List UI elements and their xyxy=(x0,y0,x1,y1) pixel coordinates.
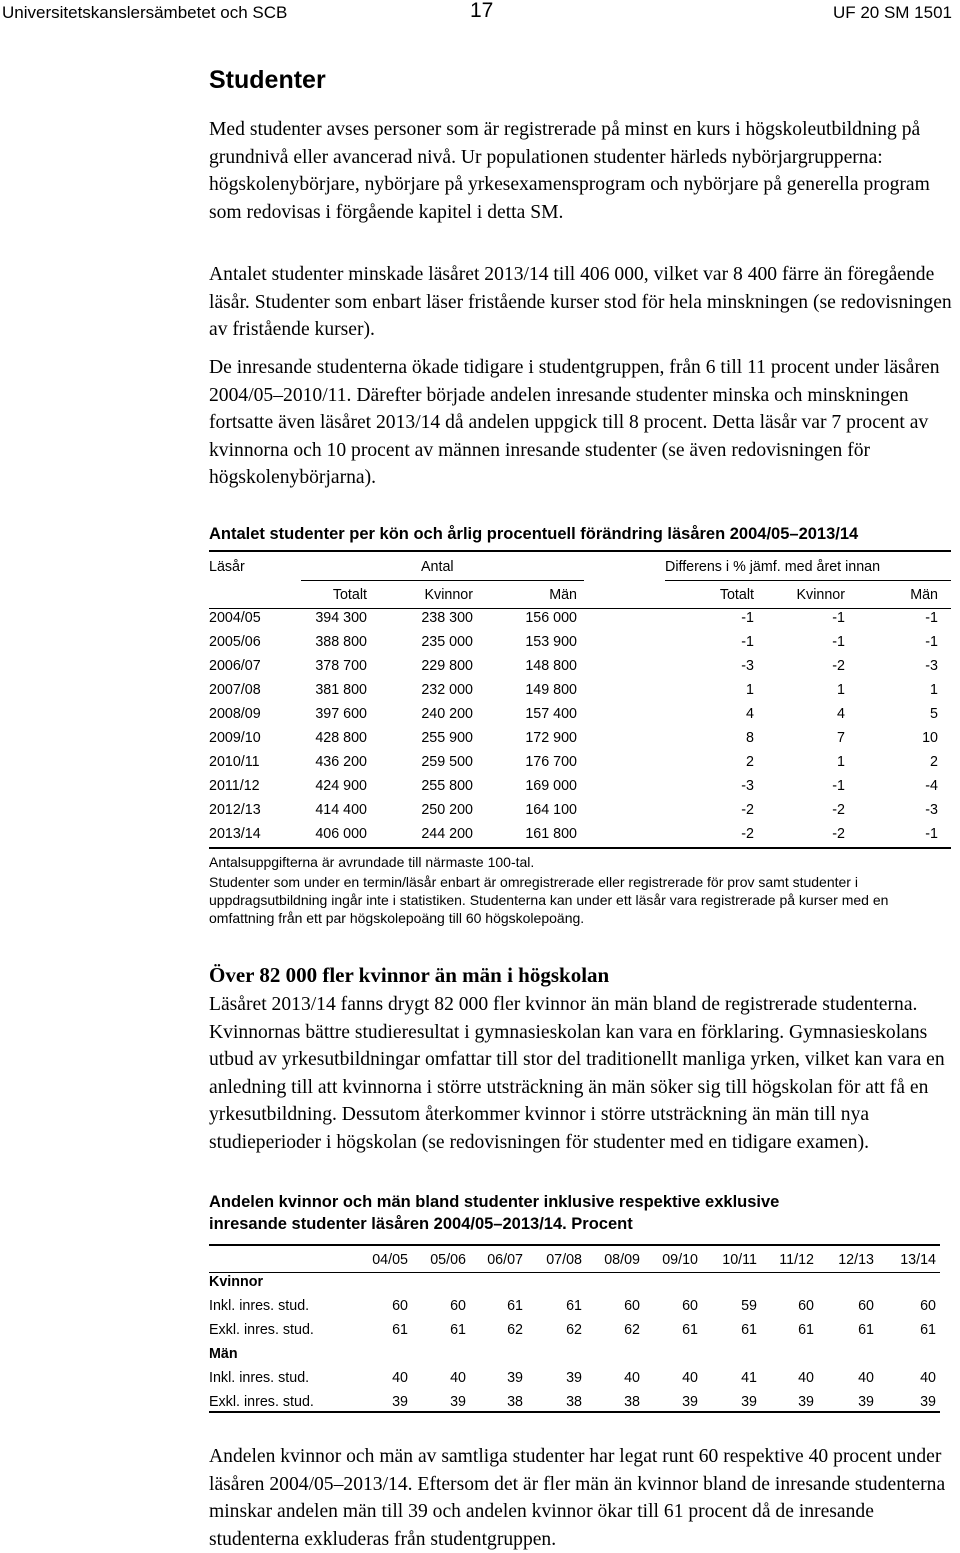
table-cell: 40 xyxy=(798,1370,814,1386)
row-year: 2007/08 xyxy=(209,682,261,698)
table-cell: 39 xyxy=(798,1394,814,1410)
table-cell: -1 xyxy=(925,610,938,626)
table-row xyxy=(209,706,951,726)
col-header-diff: Differens i % jämf. med året innan xyxy=(665,559,881,575)
table-cell: 40 xyxy=(858,1370,874,1386)
table-cell: 164 100 xyxy=(525,802,577,818)
table-cell: 2 xyxy=(746,754,754,770)
table1-bottom-rule xyxy=(209,847,951,849)
table-cell: 1 xyxy=(746,682,754,698)
table2-header-rule xyxy=(209,1272,940,1273)
table-cell: 39 xyxy=(920,1394,936,1410)
table-cell: 148 800 xyxy=(525,658,577,674)
closing-paragraph: Andelen kvinnor och män av samtliga studenter har legat runt 60 respektive 40 procent under läsåren 2004/05–2013/14. Eftersom det är fler män än kvinnor bland de inresande studenterna minskar andelen män till 39 och andelen kvinnor ökar till 61 procent då de inresande studenterna exkluderas från studentgruppen. xyxy=(209,1446,946,1550)
col-header-0: Totalt xyxy=(332,587,367,603)
table-cell: 61 xyxy=(858,1322,874,1338)
table-cell: 436 200 xyxy=(315,754,367,770)
col-header-year-7: 11/12 xyxy=(779,1252,814,1268)
table-cell: 38 xyxy=(566,1394,582,1410)
table-cell: 39 xyxy=(392,1394,408,1410)
row-year: 2011/12 xyxy=(209,778,260,794)
table1-note-rounding: Antalsuppgifterna är avrundade till närmaste 100-tal. xyxy=(209,854,535,870)
table-cell: 1 xyxy=(837,682,845,698)
table-cell: 153 900 xyxy=(525,634,577,650)
table2-caption-line2: inresande studenter läsåren 2004/05–2013/14. Procent xyxy=(209,1215,633,1233)
gender-share-table xyxy=(209,1244,940,1414)
table-cell: 62 xyxy=(624,1322,640,1338)
section2-paragraph: Läsåret 2013/14 fanns drygt 82 000 fler kvinnor än män bland de registrerade studenterna. Kvinnornas bättre studieresultat i gymnasieskolan kan vara en förklaring. Gymnasieskolans utbud av yrkesutbildningar omfattar till stor del traditionellt manliga yrken, vilket kan vara en anledning till att kvinnorna i större utsträckning än män söker sig till högskolan för att få en yrkesutbildning. Dessutom återkommer kvinnor i större utsträckning än män till nya studieperioder i högskolan (se redovisningen för studenter med en tidigare examen). xyxy=(209,994,945,1153)
table-cell: 60 xyxy=(450,1298,466,1314)
row-label: Inkl. inres. stud. xyxy=(209,1370,310,1386)
table-cell: 424 900 xyxy=(315,778,367,794)
table-row xyxy=(209,754,951,774)
col-header-5: Män xyxy=(910,587,938,603)
table-cell: 428 800 xyxy=(315,730,367,746)
group-label: Män xyxy=(209,1346,238,1362)
table-row xyxy=(209,682,951,702)
table-cell: 41 xyxy=(741,1370,757,1386)
table-cell: -2 xyxy=(832,658,845,674)
table-cell: 229 800 xyxy=(421,658,473,674)
table-cell: 60 xyxy=(798,1298,814,1314)
table-cell: -3 xyxy=(741,778,754,794)
table-row xyxy=(209,778,951,798)
row-year: 2004/05 xyxy=(209,610,261,626)
table-cell: 60 xyxy=(682,1298,698,1314)
table-cell: 169 000 xyxy=(525,778,577,794)
table-cell: 1 xyxy=(930,682,938,698)
col-header-year-5: 09/10 xyxy=(662,1252,698,1268)
table-cell: 61 xyxy=(741,1322,757,1338)
student-count-table xyxy=(209,550,951,850)
table-cell: -3 xyxy=(741,658,754,674)
table2-top-rule xyxy=(209,1244,940,1246)
row-year: 2010/11 xyxy=(209,754,260,770)
table-row xyxy=(209,1322,940,1342)
section-title: Studenter xyxy=(209,66,326,94)
group-label: Kvinnor xyxy=(209,1274,264,1290)
col-header-year-6: 10/11 xyxy=(722,1252,757,1268)
table-cell: 381 800 xyxy=(315,682,367,698)
table-cell: 40 xyxy=(920,1370,936,1386)
table-cell: 149 800 xyxy=(525,682,577,698)
table-cell: 40 xyxy=(392,1370,408,1386)
table-cell: 39 xyxy=(741,1394,757,1410)
table-cell: 378 700 xyxy=(315,658,367,674)
row-label: Exkl. inres. stud. xyxy=(209,1322,314,1338)
table-cell: -2 xyxy=(832,802,845,818)
table-row xyxy=(209,730,951,750)
col-header-3: Totalt xyxy=(719,587,754,603)
table1-note-scope: Studenter som under en termin/läsår enbart är omregistrerade eller registrerade för prov samt studenter i uppdragsutbildning ingår inte i statistiken. Studenterna kan under ett läsår vara registrerade på kurser med en omfattning från ett par högskolepoäng till 60 högskolepoäng. xyxy=(209,874,889,926)
col-header-year-9: 13/14 xyxy=(900,1252,936,1268)
table-cell: 61 xyxy=(920,1322,936,1338)
table-cell: 414 400 xyxy=(315,802,367,818)
table-cell: 59 xyxy=(741,1298,757,1314)
table-cell: 61 xyxy=(682,1322,698,1338)
table-cell: 39 xyxy=(566,1370,582,1386)
table-cell: 172 900 xyxy=(525,730,577,746)
table-cell: 61 xyxy=(566,1298,582,1314)
table-cell: 238 300 xyxy=(421,610,473,626)
table-cell: 235 000 xyxy=(421,634,473,650)
paragraph-student-decline: Antalet studenter minskade läsåret 2013/14 till 406 000, vilket var 8 400 färre än föregående läsår. Studenter som enbart läser fristående kurser stod för hela minskningen (se redovisningen av fristående kurser). xyxy=(209,264,952,340)
table-cell: -2 xyxy=(741,826,754,842)
table-cell: -2 xyxy=(741,802,754,818)
table-cell: -2 xyxy=(832,826,845,842)
table1-top-rule xyxy=(209,550,951,552)
table-cell: 5 xyxy=(930,706,938,722)
table1-header-rule xyxy=(209,608,951,609)
row-label: Exkl. inres. stud. xyxy=(209,1394,314,1410)
table-cell: 240 200 xyxy=(421,706,473,722)
col-header-year-1: 05/06 xyxy=(430,1252,466,1268)
row-label: Inkl. inres. stud. xyxy=(209,1298,310,1314)
table-cell: 244 200 xyxy=(421,826,473,842)
table-cell: 61 xyxy=(507,1298,523,1314)
table2-bottom-rule xyxy=(209,1411,940,1413)
header-publisher: Universitetskanslersämbetet och SCB xyxy=(2,3,288,22)
table-row xyxy=(209,634,951,654)
page-header xyxy=(0,0,960,26)
table-cell: 62 xyxy=(566,1322,582,1338)
table1-column-header-row xyxy=(209,587,951,607)
table-cell: -1 xyxy=(832,610,845,626)
table1-caption: Antalet studenter per kön och årlig procentuell förändring läsåren 2004/05–2013/14 xyxy=(209,525,859,543)
table-cell: 39 xyxy=(450,1394,466,1410)
table-cell: 40 xyxy=(624,1370,640,1386)
table-cell: 157 400 xyxy=(525,706,577,722)
row-year: 2008/09 xyxy=(209,706,261,722)
table-cell: 39 xyxy=(682,1394,698,1410)
row-year: 2012/13 xyxy=(209,802,261,818)
table-cell: 61 xyxy=(450,1322,466,1338)
table-cell: 60 xyxy=(920,1298,936,1314)
table-cell: 2 xyxy=(930,754,938,770)
table2-caption-line1: Andelen kvinnor och män bland studenter inklusive respektive exklusive xyxy=(209,1193,780,1211)
table-cell: 388 800 xyxy=(315,634,367,650)
table-row xyxy=(209,658,951,678)
col-header-count: Antal xyxy=(421,559,454,575)
table2-year-header-row xyxy=(209,1252,940,1272)
table-row xyxy=(209,826,951,846)
table-cell: 394 300 xyxy=(315,610,367,626)
table-cell: 232 000 xyxy=(421,682,473,698)
table-cell: 38 xyxy=(507,1394,523,1410)
table-cell: 39 xyxy=(858,1394,874,1410)
row-year: 2005/06 xyxy=(209,634,261,650)
diff-group-rule xyxy=(665,580,951,581)
table-cell: 40 xyxy=(682,1370,698,1386)
table-cell: 8 xyxy=(746,730,754,746)
count-group-rule xyxy=(301,580,584,581)
table-cell: 60 xyxy=(624,1298,640,1314)
paragraph-incoming-students: De inresande studenterna ökade tidigare i studentgruppen, från 6 till 11 procent under läsåren 2004/05–2010/11. Därefter började andelen inresande studenter minska och minskningen fortsatte även läsåret 2013/14 då andelen uppgick till 8 procent. Detta läsår var 7 procent av kvinnorna och 10 procent av männen inresande studenter (se även redovisningen för högskolenybörjarna). xyxy=(209,357,940,488)
table-cell: 161 800 xyxy=(525,826,577,842)
col-header-year-8: 12/13 xyxy=(838,1252,874,1268)
col-header-year-0: 04/05 xyxy=(372,1252,408,1268)
table-cell: 39 xyxy=(507,1370,523,1386)
row-year: 2006/07 xyxy=(209,658,261,674)
table-cell: 10 xyxy=(922,730,938,746)
table-cell: 40 xyxy=(450,1370,466,1386)
col-header-year-4: 08/09 xyxy=(604,1252,640,1268)
section2-title: Över 82 000 fler kvinnor än män i högskolan xyxy=(209,963,610,987)
table-cell: -3 xyxy=(925,658,938,674)
table-row xyxy=(209,802,951,822)
table-cell: -1 xyxy=(741,610,754,626)
table-cell: 397 600 xyxy=(315,706,367,722)
table-cell: 4 xyxy=(746,706,754,722)
table-cell: 4 xyxy=(837,706,845,722)
table-cell: -3 xyxy=(925,802,938,818)
row-year: 2009/10 xyxy=(209,730,261,746)
table-cell: -1 xyxy=(832,778,845,794)
table-cell: 259 500 xyxy=(421,754,473,770)
table-cell: -1 xyxy=(925,826,938,842)
table-cell: -4 xyxy=(925,778,938,794)
page-number: 17 xyxy=(470,0,494,22)
paragraph-definition: Med studenter avses personer som är registrerade på minst en kurs i högskoleutbildning på grundnivå eller avancerad nivå. Ur populationen studenter härleds nybörjargrupperna: högskolenybörjare, nybörjare på yrkesexamensprogram och nybörjare på generella program som redovisas i förgående kapitel i detta SM. xyxy=(209,119,930,223)
table-row xyxy=(209,1298,940,1318)
table-cell: 38 xyxy=(624,1394,640,1410)
table-cell: -1 xyxy=(832,634,845,650)
table-row xyxy=(209,610,951,630)
col-header-1: Kvinnor xyxy=(424,587,473,603)
table-cell: 7 xyxy=(837,730,845,746)
table1-group-header-row xyxy=(209,559,951,579)
table-cell: 255 800 xyxy=(421,778,473,794)
table-cell: 1 xyxy=(837,754,845,770)
table-cell: 61 xyxy=(798,1322,814,1338)
table-cell: 250 200 xyxy=(421,802,473,818)
col-header-year-2: 06/07 xyxy=(487,1252,523,1268)
table-cell: 406 000 xyxy=(315,826,367,842)
col-header-4: Kvinnor xyxy=(796,587,845,603)
table-cell: 62 xyxy=(507,1322,523,1338)
table-cell: 61 xyxy=(392,1322,408,1338)
table-cell: 60 xyxy=(858,1298,874,1314)
table-row xyxy=(209,1370,940,1390)
col-header-year-3: 07/08 xyxy=(546,1252,582,1268)
table-cell: 176 700 xyxy=(525,754,577,770)
row-year: 2013/14 xyxy=(209,826,261,842)
table-cell: -1 xyxy=(741,634,754,650)
table-cell: 60 xyxy=(392,1298,408,1314)
table-cell: 156 000 xyxy=(525,610,577,626)
header-report-id: UF 20 SM 1501 xyxy=(832,3,952,22)
table-cell: -1 xyxy=(925,634,938,650)
col-header-year: Läsår xyxy=(209,559,245,575)
table-cell: 255 900 xyxy=(421,730,473,746)
col-header-2: Män xyxy=(549,587,577,603)
